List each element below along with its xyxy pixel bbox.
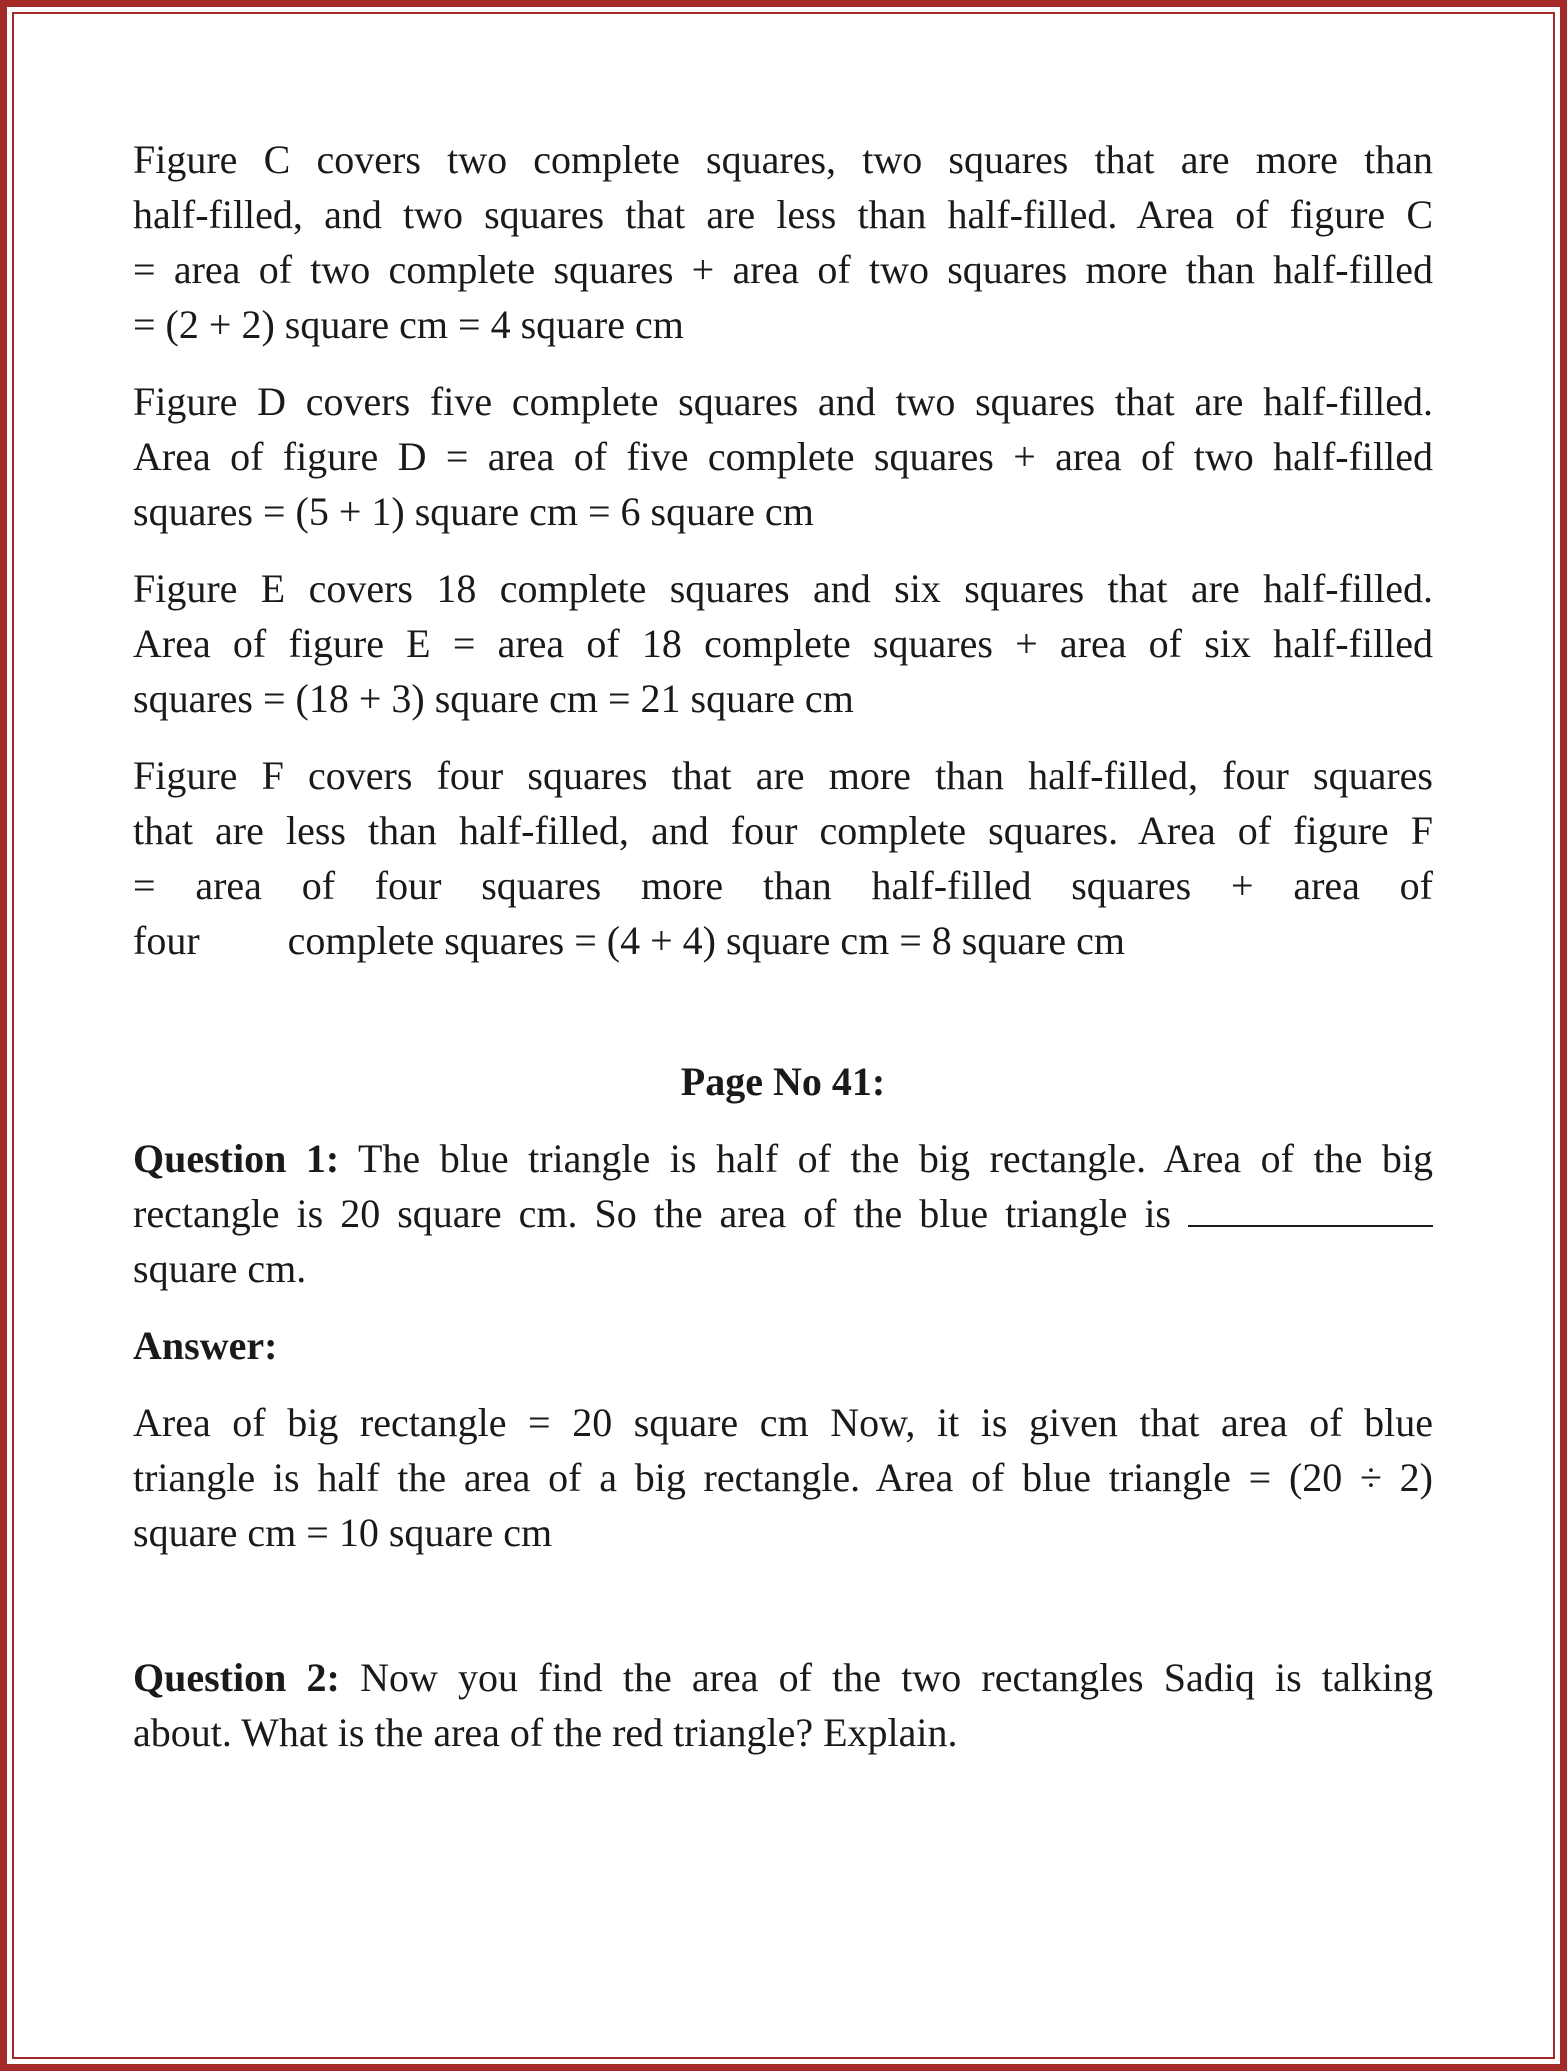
paragraph-figure-c <box>133 132 1433 352</box>
text-line: = area of four squares more than half-filled squares + area of <box>133 863 1433 908</box>
text-line: square cm = 10 square cm <box>133 1510 553 1555</box>
text-line: Figure E covers 18 complete squares and six squares that are half-filled. <box>133 566 1433 611</box>
document-content <box>133 132 1433 1782</box>
text-line: triangle is half the area of a big rectangle. Area of blue triangle = (20 ÷ 2) <box>133 1455 1433 1500</box>
text-line: Area of figure E = area of 18 complete squares + area of six half-filled <box>133 621 1433 666</box>
text-fragment: complete squares = (4 + 4) square cm = 8 square cm <box>287 918 1126 963</box>
text-line <box>133 1131 1433 1186</box>
question-label: Question 2: <box>133 1655 340 1700</box>
answer-blank <box>1188 1195 1433 1227</box>
text-line: about. What is the area of the red triangle? Explain. <box>133 1710 958 1755</box>
text-line: Figure C covers two complete squares, two squares that are more than <box>133 137 1433 182</box>
question-text: rectangle is 20 square cm. So the area of the blue triangle is <box>133 1191 1172 1236</box>
text-line: squares = (5 + 1) square cm = 6 square cm <box>133 489 814 534</box>
paragraph-figure-f <box>133 748 1433 968</box>
text-line: = (2 + 2) square cm = 4 square cm <box>133 302 684 347</box>
text-line: that are less than half-filled, and four complete squares. Area of figure F <box>133 808 1433 853</box>
text-line: = area of two complete squares + area of two squares more than half-filled <box>133 247 1433 292</box>
text-line: Figure F covers four squares that are more than half-filled, four squares <box>133 753 1433 798</box>
text-line <box>133 1186 1433 1241</box>
answer-label: Answer: <box>133 1323 278 1368</box>
page-heading: Page No 41: <box>680 1059 886 1104</box>
paragraph-figure-e <box>133 561 1433 726</box>
text-line: half-filled, and two squares that are less than half-filled. Area of figure C <box>133 192 1433 237</box>
paragraph-figure-d <box>133 374 1433 539</box>
question-label: Question 1: <box>133 1136 340 1181</box>
text-line <box>133 913 1433 968</box>
question-text: Now you find the area of the two rectangles Sadiq is talking <box>360 1655 1434 1700</box>
question-1 <box>133 1131 1433 1296</box>
question-2 <box>133 1650 1433 1760</box>
text-line <box>133 1650 1433 1705</box>
answer-1 <box>133 1395 1433 1560</box>
question-text: The blue triangle is half of the big rectangle. Area of the big <box>358 1136 1433 1181</box>
text-line: Area of big rectangle = 20 square cm Now, it is given that area of blue <box>133 1400 1433 1445</box>
text-line: Area of figure D = area of five complete squares + area of two half-filled <box>133 434 1433 479</box>
text-fragment: four <box>133 918 200 963</box>
text-line: Figure D covers five complete squares and two squares that are half-filled. <box>133 379 1433 424</box>
spacer <box>133 1582 1433 1650</box>
text-line: square cm. <box>133 1246 307 1291</box>
text-line: squares = (18 + 3) square cm = 21 square cm <box>133 676 854 721</box>
